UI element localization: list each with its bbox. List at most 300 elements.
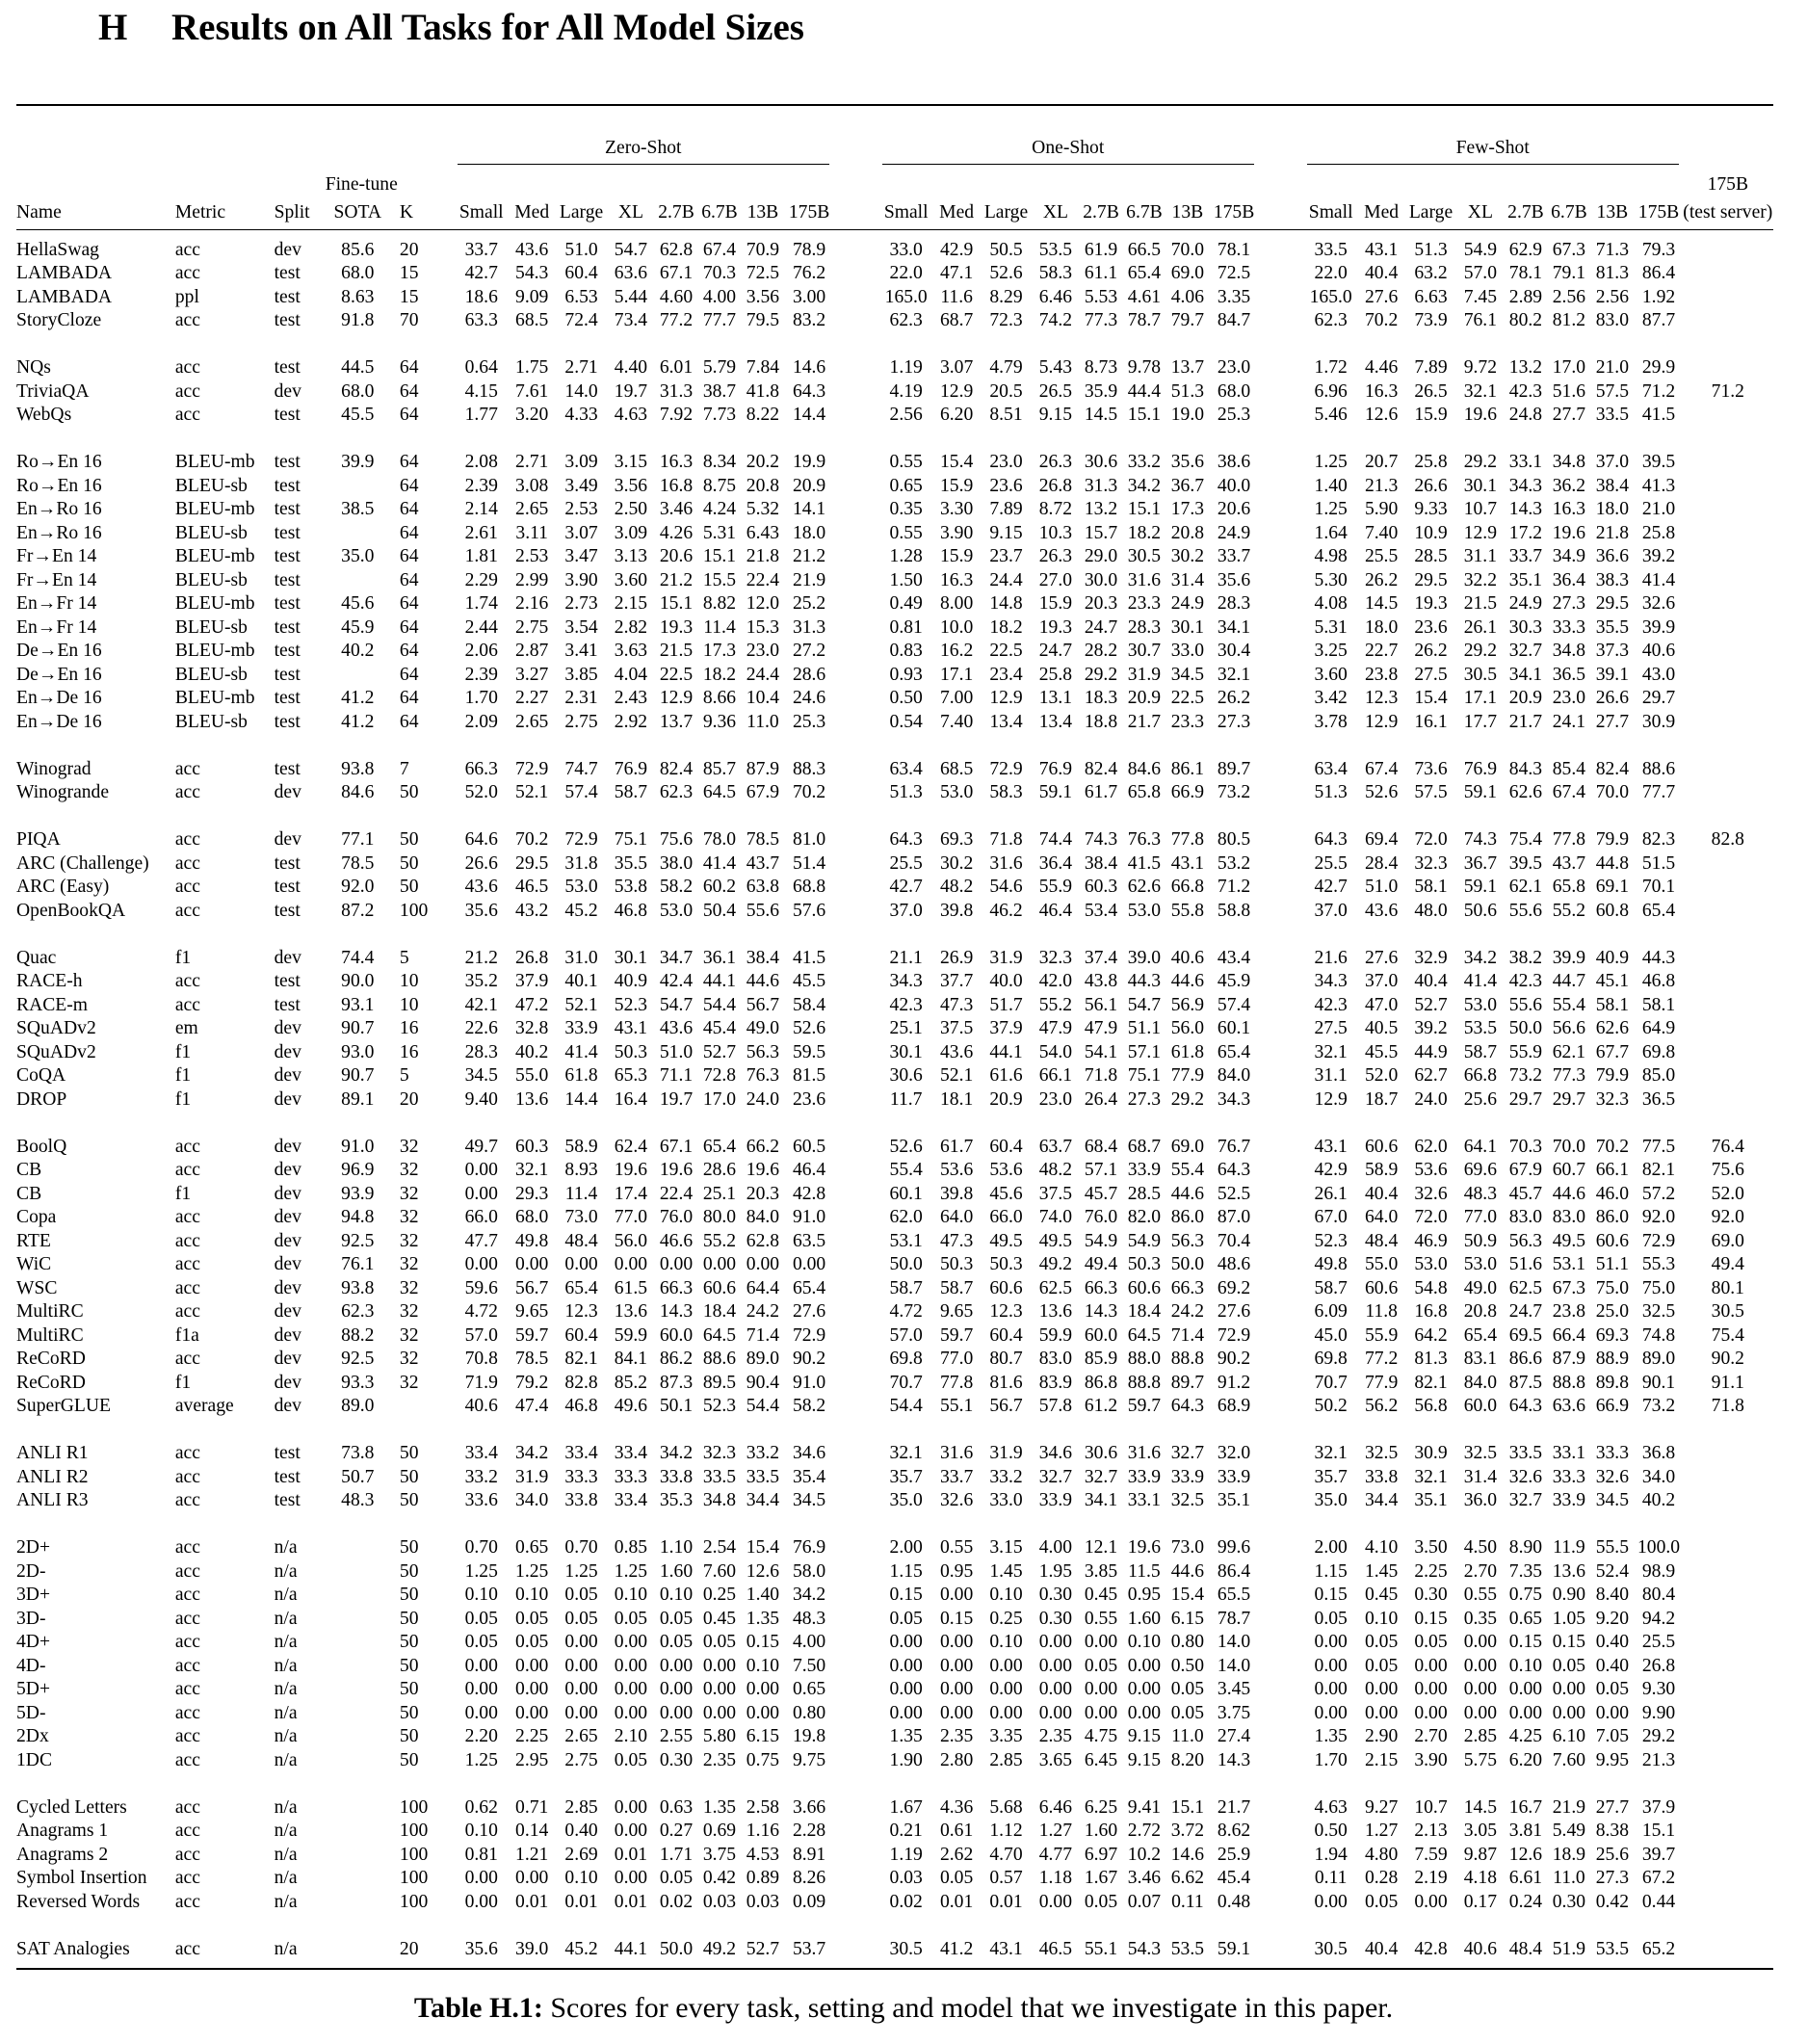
zero-shot-cell: 68.8 (792, 877, 826, 897)
one-shot-cell: 65.4 (1127, 263, 1162, 283)
one-shot-cell: 22.0 (889, 263, 923, 283)
spacer-cell (833, 1230, 878, 1254)
zero-shot-cell: 72.8 (702, 1065, 737, 1086)
metric: acc (174, 758, 200, 779)
zero-shot-cell: 9.65 (515, 1301, 549, 1322)
one-shot-cell: 23.4 (989, 664, 1023, 685)
one-shot-cell: 69.2 (1217, 1277, 1251, 1298)
zero-shot-cell: 2.50 (614, 499, 648, 519)
split: dev (274, 1324, 301, 1346)
test-server-cell: 90.2 (1711, 1349, 1744, 1369)
few-shot-cell: 17.1 (1463, 688, 1497, 708)
few-shot-cell: 23.6 (1414, 616, 1448, 638)
few-shot-cell: 42.7 (1314, 877, 1348, 897)
one-shot-cell: 13.2 (1084, 499, 1118, 519)
one-shot-cell: 50.3 (939, 1254, 974, 1274)
table-row (16, 1608, 1773, 1632)
few-shot-cell: 44.6 (1552, 1183, 1586, 1204)
one-shot-cell: 26.3 (1038, 546, 1073, 566)
one-shot-cell: 1.15 (889, 1560, 923, 1582)
few-shot-cell: 20.7 (1364, 452, 1399, 472)
sota-value: 93.0 (341, 1041, 375, 1062)
zero-shot-cell: 1.74 (464, 593, 498, 614)
zero-shot-cell: 76.3 (746, 1065, 780, 1086)
table-row (16, 758, 1773, 782)
one-shot-cell: 44.3 (1127, 971, 1162, 991)
one-shot-cell: 69.3 (939, 829, 974, 850)
few-shot-cell: 0.05 (1364, 1655, 1399, 1676)
zero-shot-cell: 7.73 (702, 405, 737, 425)
one-shot-cell: 31.6 (939, 1443, 974, 1463)
few-shot-cell: 31.1 (1463, 546, 1497, 566)
few-shot-cell: 81.3 (1414, 1349, 1448, 1369)
task-name: SAT Analogies (16, 1938, 130, 1959)
sota-value (320, 1560, 396, 1585)
zero-shot-cell: 2.58 (746, 1796, 780, 1818)
few-shot-cell: 31.4 (1463, 1466, 1497, 1487)
metric: acc (174, 1585, 200, 1605)
one-shot-cell: 8.51 (989, 405, 1023, 425)
one-shot-cell: 88.8 (1127, 1372, 1162, 1393)
group-header-zero-shot: Zero-Shot (454, 129, 833, 173)
spacer-cell (1258, 1867, 1303, 1891)
table-row (16, 1655, 1773, 1679)
one-shot-cell: 4.79 (989, 357, 1023, 378)
spacer-cell (833, 1442, 878, 1466)
spacer-cell (1258, 522, 1303, 546)
table-row (16, 616, 1773, 641)
zero-shot-cell: 82.4 (659, 758, 694, 779)
sota-value: 85.6 (341, 239, 375, 260)
zero-shot-cell: 0.63 (659, 1796, 694, 1818)
split: n/a (274, 1796, 298, 1818)
one-shot-cell: 54.4 (889, 1396, 923, 1416)
few-shot-cell: 0.28 (1364, 1868, 1399, 1888)
sota-value: 45.6 (341, 593, 375, 614)
zero-shot-cell: 45.5 (792, 971, 826, 991)
table-row (16, 1253, 1773, 1277)
few-shot-cell: 32.1 (1314, 1041, 1348, 1062)
few-shot-cell: 69.1 (1595, 877, 1629, 897)
zero-shot-cell: 14.0 (564, 380, 598, 402)
few-shot-cell: 29.7 (1552, 1088, 1586, 1110)
one-shot-cell: 53.2 (1217, 852, 1251, 874)
few-shot-cell: 0.40 (1595, 1655, 1629, 1676)
one-shot-cell: 46.5 (1038, 1938, 1073, 1959)
col-header-one-2-7b: 2.7B (1078, 197, 1123, 230)
zero-shot-cell: 2.35 (702, 1749, 737, 1770)
few-shot-cell: 76.1 (1463, 310, 1497, 330)
few-shot-cell: 34.3 (1314, 971, 1348, 991)
one-shot-cell: 1.67 (889, 1796, 923, 1818)
one-shot-cell: 51.3 (1170, 380, 1205, 402)
section-number: H (98, 7, 128, 48)
one-shot-cell: 37.7 (939, 971, 974, 991)
few-shot-cell: 37.0 (1314, 900, 1348, 921)
spacer-cell (1258, 1300, 1303, 1324)
zero-shot-cell: 3.46 (659, 499, 694, 519)
few-shot-cell: 0.15 (1552, 1632, 1586, 1652)
few-shot-cell: 69.8 (1314, 1349, 1348, 1369)
one-shot-cell: 90.2 (1217, 1349, 1251, 1369)
one-shot-cell: 23.3 (1127, 593, 1162, 614)
split: dev (274, 1207, 301, 1227)
zero-shot-cell: 0.00 (564, 1679, 598, 1699)
test-server-cell (1683, 498, 1773, 522)
one-shot-cell: 51.3 (889, 782, 923, 802)
one-shot-cell: 77.8 (939, 1372, 974, 1393)
one-shot-cell: 66.8 (1170, 877, 1205, 897)
few-shot-cell: 40.6 (1641, 641, 1676, 661)
zero-shot-cell: 1.75 (515, 357, 549, 378)
sota-value (320, 1608, 396, 1632)
few-shot-cell: 34.4 (1364, 1490, 1399, 1510)
zero-shot-cell: 90.4 (746, 1372, 780, 1393)
zero-shot-cell: 22.6 (464, 1018, 498, 1038)
zero-shot-cell: 47.4 (515, 1396, 549, 1416)
one-shot-cell: 65.4 (1217, 1041, 1251, 1062)
one-shot-cell: 63.7 (1038, 1136, 1073, 1157)
spacer-cell (1258, 1655, 1303, 1679)
sota-value: 68.0 (341, 263, 375, 283)
section-title (98, 6, 804, 49)
sota-value (320, 1678, 396, 1702)
one-shot-cell: 54.6 (989, 877, 1023, 897)
few-shot-cell: 45.1 (1595, 971, 1629, 991)
one-shot-cell: 44.6 (1170, 971, 1205, 991)
zero-shot-cell: 0.00 (515, 1655, 549, 1676)
one-shot-cell: 21.1 (889, 947, 923, 968)
one-shot-cell: 56.1 (1084, 994, 1118, 1015)
table-row (16, 1136, 1773, 1160)
one-shot-cell: 69.8 (889, 1349, 923, 1369)
zero-shot-cell: 43.1 (614, 1018, 648, 1038)
spacer-cell (1258, 1702, 1303, 1726)
zero-shot-cell: 0.00 (564, 1632, 598, 1652)
one-shot-cell: 71.8 (1084, 1065, 1118, 1086)
zero-shot-cell: 72.4 (564, 310, 598, 330)
few-shot-cell: 0.10 (1508, 1655, 1543, 1676)
one-shot-cell: 0.00 (1038, 1632, 1073, 1652)
one-shot-cell: 15.7 (1084, 522, 1118, 543)
zero-shot-cell: 78.5 (746, 829, 780, 850)
zero-shot-cell: 0.70 (564, 1537, 598, 1558)
one-shot-cell: 3.46 (1127, 1868, 1162, 1888)
few-shot-cell: 1.94 (1314, 1844, 1348, 1865)
spacer-cell (833, 687, 878, 711)
few-shot-cell: 43.6 (1364, 900, 1399, 921)
zero-shot-cell: 59.5 (792, 1041, 826, 1062)
one-shot-cell: 15.1 (1170, 1796, 1205, 1818)
one-shot-cell: 66.0 (989, 1207, 1023, 1227)
zero-shot-cell: 51.4 (792, 852, 826, 874)
one-shot-cell: 72.9 (1217, 1324, 1251, 1346)
few-shot-cell: 72.0 (1414, 829, 1448, 850)
few-shot-cell: 51.9 (1552, 1938, 1586, 1959)
few-shot-cell: 45.7 (1508, 1183, 1543, 1204)
spacer-cell (833, 522, 878, 546)
few-shot-cell: 73.2 (1641, 1396, 1676, 1416)
metric: acc (174, 852, 200, 874)
zero-shot-cell: 2.25 (515, 1726, 549, 1746)
few-shot-cell: 33.5 (1314, 239, 1348, 260)
few-shot-cell: 0.50 (1314, 1821, 1348, 1841)
few-shot-cell: 62.1 (1552, 1041, 1586, 1062)
spacer-cell (1258, 1159, 1303, 1183)
few-shot-cell: 46.0 (1595, 1183, 1629, 1204)
one-shot-cell: 56.9 (1170, 994, 1205, 1015)
one-shot-cell: 45.9 (1217, 971, 1251, 991)
zero-shot-cell: 63.8 (746, 877, 780, 897)
table-row (16, 1867, 1773, 1891)
table-row (16, 664, 1773, 688)
few-shot-cell: 21.8 (1595, 522, 1629, 543)
one-shot-cell: 31.9 (1127, 664, 1162, 685)
sota-value: 45.9 (341, 616, 375, 638)
zero-shot-cell: 78.9 (792, 239, 826, 260)
zero-shot-cell: 54.7 (614, 239, 648, 260)
few-shot-cell: 27.5 (1314, 1018, 1348, 1038)
spacer-cell (833, 1560, 878, 1585)
few-shot-cell: 50.0 (1508, 1018, 1543, 1038)
one-shot-cell: 17.3 (1170, 499, 1205, 519)
zero-shot-cell: 4.00 (702, 286, 737, 307)
sota-value (320, 1796, 396, 1821)
zero-shot-cell: 4.53 (746, 1844, 780, 1865)
zero-shot-cell: 70.2 (515, 829, 549, 850)
test-server-cell: 49.4 (1711, 1254, 1744, 1274)
one-shot-cell: 33.2 (989, 1466, 1023, 1487)
task-name: LAMBADA (16, 286, 113, 307)
few-shot-cell: 2.70 (1463, 1560, 1497, 1582)
test-server-cell (1683, 309, 1773, 333)
one-shot-cell: 46.2 (989, 900, 1023, 921)
zero-shot-cell: 3.47 (564, 546, 598, 566)
one-shot-cell: 1.35 (889, 1726, 923, 1746)
zero-shot-cell: 12.3 (564, 1301, 598, 1322)
k-value: 64 (399, 522, 419, 543)
task-name: En→Fr 14 (16, 616, 97, 638)
few-shot-cell: 77.2 (1364, 1349, 1399, 1369)
few-shot-cell: 27.3 (1595, 1868, 1629, 1888)
one-shot-cell: 55.1 (939, 1396, 974, 1416)
k-value: 64 (399, 641, 419, 661)
few-shot-cell: 13.6 (1552, 1560, 1586, 1582)
few-shot-cell: 33.5 (1508, 1443, 1543, 1463)
k-value: 7 (399, 758, 409, 779)
zero-shot-cell: 9.36 (702, 711, 737, 732)
zero-shot-cell: 2.87 (515, 641, 549, 661)
split: n/a (274, 1726, 298, 1746)
col-header-zero-med: Med (510, 197, 555, 230)
zero-shot-cell: 0.05 (702, 1632, 737, 1652)
few-shot-cell: 77.8 (1552, 829, 1586, 850)
few-shot-cell: 27.3 (1552, 593, 1586, 614)
few-shot-cell: 73.2 (1508, 1065, 1543, 1086)
zero-shot-cell: 34.0 (515, 1490, 549, 1510)
one-shot-cell: 25.9 (1217, 1844, 1251, 1865)
spacer-cell (833, 900, 878, 924)
few-shot-cell: 7.35 (1508, 1560, 1543, 1582)
few-shot-cell: 27.6 (1364, 947, 1399, 968)
one-shot-cell: 30.4 (1217, 641, 1251, 661)
one-shot-cell: 0.05 (1084, 1655, 1118, 1676)
one-shot-cell: 3.65 (1038, 1749, 1073, 1770)
metric: acc (174, 829, 200, 850)
zero-shot-cell: 0.00 (659, 1679, 694, 1699)
few-shot-cell: 0.42 (1595, 1891, 1629, 1912)
test-server-cell (1683, 1466, 1773, 1490)
caption-label: Table H.1: (413, 1992, 543, 2024)
one-shot-cell: 43.4 (1217, 947, 1251, 968)
few-shot-cell: 0.17 (1463, 1891, 1497, 1912)
spacer-cell (833, 711, 878, 735)
spacer-cell (833, 640, 878, 664)
one-shot-cell: 0.00 (939, 1702, 974, 1723)
one-shot-cell: 0.95 (939, 1560, 974, 1582)
spacer-cell (833, 498, 878, 522)
few-shot-cell: 0.30 (1414, 1585, 1448, 1605)
results-body (16, 229, 1773, 1969)
few-shot-cell: 41.3 (1641, 475, 1676, 496)
one-shot-cell: 9.15 (1038, 405, 1073, 425)
few-shot-cell: 7.05 (1595, 1726, 1629, 1746)
one-shot-cell: 0.83 (889, 641, 923, 661)
zero-shot-cell: 2.15 (614, 593, 648, 614)
split: test (274, 1490, 301, 1510)
few-shot-cell: 1.35 (1314, 1726, 1348, 1746)
sota-value (320, 1725, 396, 1749)
task-name: CoQA (16, 1065, 66, 1086)
few-shot-cell: 53.0 (1463, 1254, 1497, 1274)
few-shot-cell: 83.0 (1508, 1207, 1543, 1227)
table-row (16, 592, 1773, 616)
table-row (16, 286, 1773, 310)
one-shot-cell: 14.6 (1170, 1844, 1205, 1865)
zero-shot-cell: 0.00 (746, 1254, 780, 1274)
one-shot-cell: 69.0 (1170, 1136, 1205, 1157)
one-shot-cell: 68.9 (1217, 1396, 1251, 1416)
few-shot-cell: 0.15 (1314, 1585, 1348, 1605)
one-shot-cell: 48.2 (1038, 1160, 1073, 1180)
zero-shot-cell: 33.4 (564, 1443, 598, 1463)
few-shot-cell: 36.5 (1552, 664, 1586, 685)
split: test (274, 499, 301, 519)
zero-shot-cell: 0.05 (659, 1608, 694, 1629)
zero-shot-cell: 47.2 (515, 994, 549, 1015)
one-shot-cell: 77.3 (1084, 310, 1118, 330)
split: dev (274, 1301, 301, 1322)
few-shot-cell: 83.0 (1552, 1207, 1586, 1227)
one-shot-cell: 0.00 (889, 1655, 923, 1676)
zero-shot-cell: 33.2 (464, 1466, 498, 1487)
few-shot-cell: 47.0 (1364, 994, 1399, 1015)
few-shot-cell: 74.8 (1641, 1324, 1676, 1346)
k-value: 64 (399, 452, 419, 472)
zero-shot-cell: 2.14 (464, 499, 498, 519)
one-shot-cell: 61.1 (1084, 263, 1118, 283)
one-shot-cell: 9.15 (1127, 1749, 1162, 1770)
split: dev (274, 829, 301, 850)
one-shot-cell: 2.56 (889, 405, 923, 425)
few-shot-cell: 0.55 (1463, 1585, 1497, 1605)
one-shot-cell: 19.6 (1127, 1537, 1162, 1558)
test-server-cell (1683, 852, 1773, 877)
zero-shot-cell: 90.2 (792, 1349, 826, 1369)
split: n/a (274, 1938, 298, 1959)
one-shot-cell: 55.4 (1170, 1160, 1205, 1180)
few-shot-cell: 51.6 (1508, 1254, 1543, 1274)
one-shot-cell: 42.7 (889, 877, 923, 897)
zero-shot-cell: 52.7 (746, 1938, 780, 1959)
one-shot-cell: 88.0 (1127, 1349, 1162, 1369)
few-shot-cell: 3.78 (1314, 711, 1348, 732)
spacer-cell (1258, 994, 1303, 1018)
zero-shot-cell: 66.0 (464, 1207, 498, 1227)
spacer-cell (833, 994, 878, 1018)
few-shot-cell: 40.6 (1463, 1938, 1497, 1959)
few-shot-cell: 1.40 (1314, 475, 1348, 496)
spacer-cell (833, 616, 878, 641)
sota-value (320, 1584, 396, 1608)
few-shot-cell: 12.3 (1364, 688, 1399, 708)
spacer-cell (1258, 1678, 1303, 1702)
zero-shot-cell: 60.6 (702, 1277, 737, 1298)
task-name: MultiRC (16, 1301, 84, 1322)
zero-shot-cell: 65.3 (614, 1065, 648, 1086)
k-value: 32 (399, 1160, 419, 1180)
one-shot-cell: 35.6 (1170, 452, 1205, 472)
few-shot-cell: 56.6 (1552, 1018, 1586, 1038)
spacer-cell (1258, 286, 1303, 310)
zero-shot-cell: 86.2 (659, 1349, 694, 1369)
zero-shot-cell: 2.20 (464, 1726, 498, 1746)
zero-shot-cell: 18.2 (702, 664, 737, 685)
sota-value: 90.7 (341, 1018, 375, 1038)
few-shot-cell: 5.30 (1314, 569, 1348, 590)
one-shot-cell: 53.1 (889, 1230, 923, 1251)
table-row (16, 828, 1773, 852)
one-shot-cell: 11.0 (1171, 1726, 1204, 1746)
one-shot-cell: 33.0 (889, 239, 923, 260)
task-name: Fr→En 14 (16, 546, 97, 566)
few-shot-cell: 53.5 (1463, 1018, 1497, 1038)
col-header-split: Split (275, 197, 320, 230)
zero-shot-cell: 12.0 (746, 593, 780, 614)
test-server-cell (1683, 1017, 1773, 1041)
zero-shot-cell: 42.7 (464, 263, 498, 283)
zero-shot-cell: 3.49 (564, 475, 598, 496)
one-shot-cell: 165.0 (884, 286, 928, 307)
table-row (16, 1796, 1773, 1821)
zero-shot-cell: 0.00 (515, 1254, 549, 1274)
one-shot-cell: 0.00 (1084, 1679, 1118, 1699)
split: n/a (274, 1821, 298, 1841)
zero-shot-cell: 84.1 (614, 1349, 648, 1369)
few-shot-cell: 2.56 (1595, 286, 1629, 307)
metric: acc (174, 1537, 200, 1558)
one-shot-cell: 10.0 (939, 616, 974, 638)
zero-shot-cell: 15.3 (746, 616, 780, 638)
zero-shot-cell: 72.5 (746, 263, 780, 283)
sota-value: 74.4 (341, 947, 375, 968)
spacer-cell (1258, 498, 1303, 522)
task-name: ANLI R1 (16, 1443, 89, 1463)
spacer-cell (833, 1702, 878, 1726)
one-shot-cell: 0.05 (1084, 1891, 1118, 1912)
one-shot-cell: 14.0 (1217, 1655, 1251, 1676)
few-shot-cell: 56.3 (1508, 1230, 1543, 1251)
